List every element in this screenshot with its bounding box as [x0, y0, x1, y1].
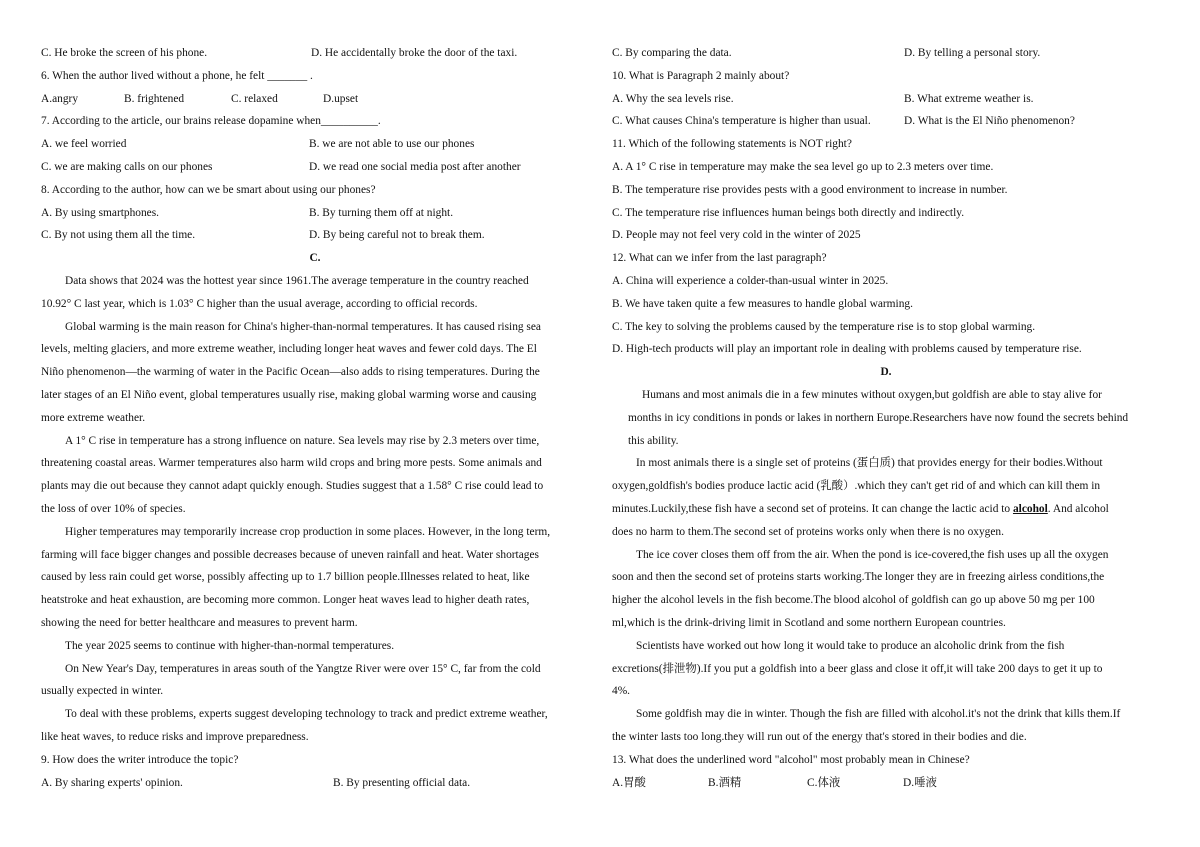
passage-d-line: Scientists have worked out how long it would take to produce an alcoholic drink from the fish	[636, 639, 1065, 652]
q11-option-c[interactable]: C. The temperature rise influences human beings both directly and indirectly.	[612, 206, 965, 219]
passage-d-line: does no harm to them.The second set of proteins works only when there is no oxygen.	[612, 525, 1004, 538]
q7-options-cd	[41, 156, 589, 179]
passage-d-line: ml,which is the drink-driving limit in Scotland and some northern European countries.	[612, 616, 1006, 629]
passage-c-line: showing the need for better healthcare and measures to prevent harm.	[41, 616, 358, 629]
passage-d-line: 4%.	[612, 685, 631, 698]
passage-c-line: later stages of an El Niño event, global temperatures usually rise, making global warming worse and causing	[41, 388, 537, 401]
q6-option-a[interactable]: A.angry	[41, 92, 79, 105]
passage-c-line: more extreme weather.	[41, 411, 146, 424]
passage-d-intro-line: Humans and most animals die in a few minutes without oxygen,but goldfish are able to stay alive for	[642, 388, 1102, 401]
passage-d-text: . And alcohol	[1047, 502, 1109, 515]
q7-question: 7. According to the article, our brains release dopamine when__________.	[41, 115, 381, 128]
q8-option-d[interactable]: D. By being careful not to break them.	[309, 229, 485, 242]
q13-options	[612, 772, 1160, 795]
q10-options-ab	[612, 88, 1160, 111]
passage-c-line: levels, melting glaciers, and more extreme weather, including longer heat waves and fewer cold days. The El	[41, 343, 537, 356]
q8-options-ab	[41, 202, 589, 225]
passage-c-line: the loss of over 10% of species.	[41, 502, 186, 515]
q8-option-c[interactable]: C. By not using them all the time.	[41, 229, 196, 242]
right-column	[612, 42, 1160, 794]
q6-options	[41, 88, 589, 111]
q7-option-c[interactable]: C. we are making calls on our phones	[41, 160, 213, 173]
passage-c-line: caused by less rain could get worse, possibly affecting up to 1.7 billion people.Illnesses related to heat, like	[41, 571, 530, 584]
q10-options-cd	[612, 110, 1160, 133]
q10-option-d[interactable]: D. What is the El Niño phenomenon?	[904, 115, 1075, 128]
passage-d-intro-line: months in icy conditions in ponds or lakes in northern Europe.Researchers have now found the secrets behind	[628, 411, 1129, 424]
q12-option-d[interactable]: D. High-tech products will play an important role in dealing with problems caused by temperature rise.	[612, 343, 1082, 356]
q11-option-a[interactable]: A. A 1° C rise in temperature may make the sea level go up to 2.3 meters over time.	[612, 160, 994, 173]
passage-c-line: A 1° C rise in temperature has a strong influence on nature. Sea levels may rise by 2.3 meters over time,	[65, 434, 540, 447]
q13-option-c[interactable]: C.体液	[807, 776, 841, 789]
passage-d-line: In most animals there is a single set of proteins (蛋白质) that provides energy for their bodies.Without	[636, 457, 1103, 470]
q5-options-cd	[41, 42, 589, 65]
q8-options-cd	[41, 224, 589, 247]
q11-option-d[interactable]: D. People may not feel very cold in the winter of 2025	[612, 229, 861, 242]
passage-c-line: Higher temperatures may temporarily increase crop production in some places. However, in the long term,	[65, 525, 551, 538]
q11-question: 11. Which of the following statements is NOT right?	[612, 138, 852, 151]
q10-option-c[interactable]: C. What causes China's temperature is higher than usual.	[612, 115, 871, 128]
q9-option-a[interactable]: A. By sharing experts' opinion.	[41, 776, 183, 789]
passage-d-line: oxygen,goldfish's bodies produce lactic acid (乳酸）.which they can't get rid of and which can kill them in	[612, 480, 1101, 493]
passage-c-line: plants may die out because they cannot adapt quickly enough. Studies suggest that a 1.58° C rise could lead to	[41, 480, 544, 493]
passage-c-line: threatening coastal areas. Warmer temperatures also harm wild crops and bring more pests. Some animals and	[41, 457, 542, 470]
passage-d-line: Some goldfish may die in winter. Though the fish are filled with alcohol.it's not the drink that kills them.If	[636, 708, 1121, 721]
q9-options-cd	[612, 42, 1160, 65]
q9-option-d[interactable]: D. By telling a personal story.	[904, 47, 1041, 59]
q5-option-d[interactable]: D. He accidentally broke the door of the taxi.	[311, 47, 518, 59]
passage-c-line: farming will face bigger changes and possible decreases because of uneven rainfall and heat. Water shortages	[41, 548, 539, 561]
passage-c-line: The year 2025 seems to continue with higher-than-normal temperatures.	[65, 639, 395, 652]
q6-option-d[interactable]: D.upset	[323, 92, 359, 105]
passage-d-intro-line: this ability.	[628, 434, 679, 447]
passage-d-line: The ice cover closes them off from the air. When the pond is ice-covered,the fish uses up all the oxygen	[636, 548, 1109, 561]
q13-option-d[interactable]: D.唾液	[903, 776, 937, 789]
q8-option-a[interactable]: A. By using smartphones.	[41, 206, 160, 219]
q9-option-b[interactable]: B. By presenting official data.	[333, 776, 471, 789]
section-c-title: C.	[309, 252, 321, 265]
passage-c-line: Global warming is the main reason for China's higher-than-normal temperatures. It has caused rising sea	[65, 320, 541, 333]
q6-option-c[interactable]: C. relaxed	[231, 92, 278, 105]
q9-question: 9. How does the writer introduce the topic?	[41, 753, 239, 766]
passage-c-line: like heat waves, to reduce risks and improve preparedness.	[41, 730, 309, 743]
q13-question: 13. What does the underlined word "alcohol" most probably mean in Chinese?	[612, 753, 970, 766]
q10-option-b[interactable]: B. What extreme weather is.	[904, 92, 1034, 105]
passage-c-line: usually expected in winter.	[41, 685, 164, 698]
q6-question: 6. When the author lived without a phone, he felt _______ .	[41, 69, 313, 82]
passage-c-line: To deal with these problems, experts suggest developing technology to track and predict extreme weather,	[65, 708, 548, 721]
underlined-word-alcohol: alcohol	[1012, 502, 1048, 515]
q7-options-ab	[41, 133, 589, 156]
q8-option-b[interactable]: B. By turning them off at night.	[309, 206, 454, 219]
passage-d-line: the winter lasts too long.they will run out of the energy that's stored in their bodies and die.	[612, 730, 1027, 743]
passage-d-line: soon and then the second set of proteins starts working.The longer they are in freezing airless conditions,the	[612, 571, 1105, 584]
section-d-title: D.	[880, 366, 892, 379]
passage-c-line: On New Year's Day, temperatures in areas south of the Yangtze River were over 15° C, far from the cold	[65, 662, 541, 675]
passage-d-text: minutes.Luckily,these fish have a second set of proteins. It can change the lactic acid to	[612, 502, 1013, 515]
q12-question: 12. What can we infer from the last paragraph?	[612, 252, 827, 265]
q5-option-c[interactable]: C. He broke the screen of his phone.	[41, 47, 208, 59]
q7-option-b[interactable]: B. we are not able to use our phones	[309, 138, 475, 151]
q10-question: 10. What is Paragraph 2 mainly about?	[612, 69, 790, 82]
q6-option-b[interactable]: B. frightened	[124, 92, 185, 105]
passage-d-line-with-underline	[612, 498, 1160, 521]
passage-c-line: heatstroke and heat exhaustion, are becoming more common. Longer heat waves lead to higher death rates,	[41, 594, 530, 607]
q9-option-c[interactable]: C. By comparing the data.	[612, 47, 732, 59]
q10-option-a[interactable]: A. Why the sea levels rise.	[612, 92, 734, 105]
passage-c-line: Niño phenomenon—the warming of water in the Pacific Ocean—also adds to rising temperatures. During the	[41, 366, 540, 379]
q9-options-ab	[41, 772, 589, 795]
q7-option-d[interactable]: D. we read one social media post after another	[309, 160, 521, 173]
q11-option-b[interactable]: B. The temperature rise provides pests with a good environment to increase in number.	[612, 183, 1008, 196]
q8-question: 8. According to the author, how can we be smart about using our phones?	[41, 183, 376, 196]
q7-option-a[interactable]: A. we feel worried	[41, 138, 127, 151]
passage-c-line: Data shows that 2024 was the hottest year since 1961.The average temperature in the country reached	[65, 274, 529, 287]
passage-d-line: excretions(排泄物).If you put a goldfish into a beer glass and close it off,it will take 200 days to get it up to	[612, 662, 1103, 675]
left-column	[41, 42, 589, 794]
q13-option-b[interactable]: B.酒精	[708, 776, 742, 789]
passage-c-line: 10.92° C last year, which is 1.03° C higher than the usual average, according to official records.	[41, 297, 478, 310]
passage-d-line: higher the alcohol levels in the fish become.The blood alcohol of goldfish can go up above 50 mg per 100	[612, 594, 1095, 607]
q12-option-a[interactable]: A. China will experience a colder-than-usual winter in 2025.	[612, 274, 889, 287]
q13-option-a[interactable]: A.胃酸	[612, 776, 646, 789]
q12-option-c[interactable]: C. The key to solving the problems caused by the temperature rise is to stop global warming.	[612, 320, 1036, 333]
q12-option-b[interactable]: B. We have taken quite a few measures to handle global warming.	[612, 297, 913, 310]
